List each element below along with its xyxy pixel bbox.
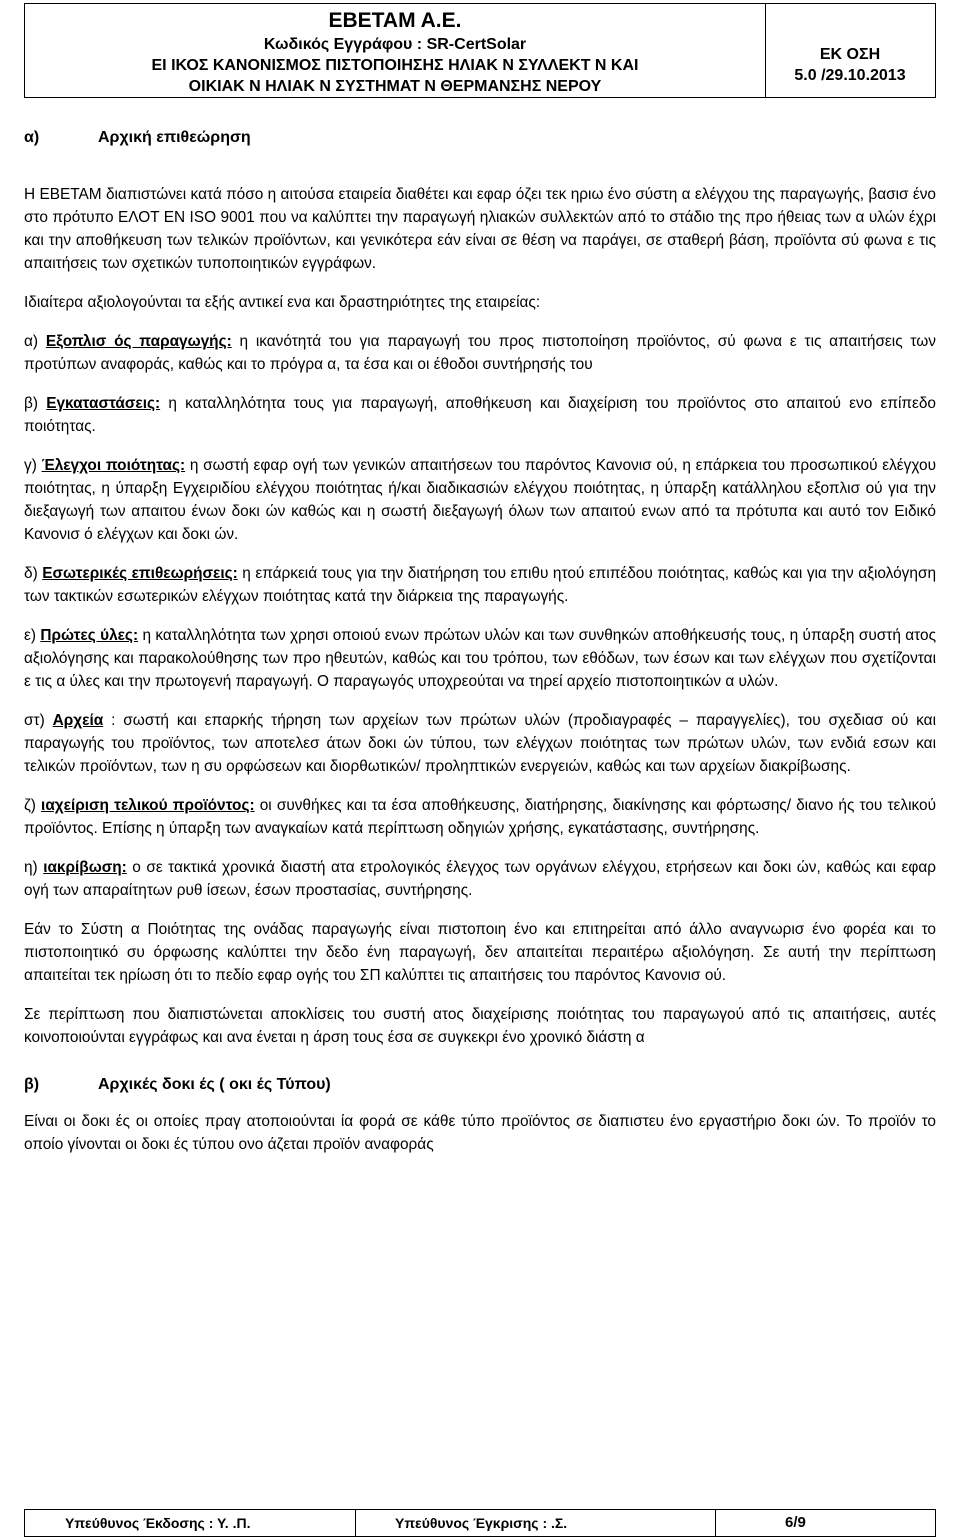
item-prefix: γ) (24, 457, 42, 474)
item-b-paragraph (24, 392, 936, 438)
assessed-items-intro: Ιδιαίτερα αξιολογούνται τα εξής αντικεί ενα και δραστηριότητες της εταιρείας: (24, 294, 541, 311)
item-text: η επάρκειά τους για την διατήρηση του επιθυ ητού επιπέδου ποιότητας, καθώς και για την αξιολόγηση των τακτικών εσωτερικών ελέγχων ποιότητας κατά την διάρκεια της παραγωγής. (24, 565, 936, 605)
section-title: Αρχικές δοκι ές ( οκι ές Τύπου) (98, 1076, 331, 1093)
item-text: η σωστή εφαρ ογή των γενικών απαιτήσεων του παρόντος Κανονισ ού, η επάρκεια του προσωπικού ελέγχου ποιότητας, η ύπαρξη Εγχειριδίου ελέγχου ποιότητας ή/και διαδικασιών ελέγχου ποιότητας, η ύπαρξη κατάλληλου εξοπλισ ού για την διεξαγωγή των απαιτου ένων δοκι ών καθώς και η σωστή διεξαγωγή όλων των απαιτού ενων από τα πρότυπα και αυτό τον Ειδικό Κανονισ ό ελέγχων και δοκι ών. (24, 457, 936, 543)
document-subtitle-line-2: ΟΙΚΙΑΚ Ν ΗΛΙΑΚ Ν ΣΥΣΤΗΜΑΤ Ν ΘΕΡΜΑΝΣΗΣ ΝΕΡΟΥ (188, 78, 602, 95)
item-e-paragraph (24, 624, 936, 693)
item-prefix: ε) (24, 627, 41, 644)
item-term: Εγκαταστάσεις: (46, 395, 161, 412)
item-prefix: β) (24, 395, 47, 412)
document-code: Κωδικός Εγγράφου : SR-CertSolar (263, 36, 527, 53)
header-edition-block (765, 4, 935, 97)
item-prefix: στ) (24, 712, 53, 729)
edition-value: 5.0 /29.10.2013 (794, 67, 906, 84)
item-text: οι συνθήκες και τα έσα αποθήκευσης, διατήρησης, διακίνησης και φόρτωσης/ διανο ής του τελικού προϊόντος. Επίσης η ύπαρξη των αναγκαίων κατά περίπτωση οδηγιών χρήσης, εγκατάστασης, συντήρησης. (24, 797, 937, 837)
organization-title: ΕΒΕΤΑΜ Α.Ε. (328, 9, 462, 32)
item-term: Πρώτες ύλες: (40, 627, 139, 644)
item-term: Αρχεία (52, 712, 104, 729)
item-text: ο σε τακτικά χρονικά διαστή ατα ετρολογικός έλεγχος των οργάνων ελέγχου, ετρήσεων και δοκι ών, καθώς και εφαρ ογή των απαραίτητων ρυθ ίσεων, έσων προστασίας, συντήρησης. (24, 859, 936, 899)
edition-label: ΕΚ ΟΣΗ (819, 46, 881, 63)
item-term: ιαχείριση τελικού προϊόντος: (41, 797, 255, 814)
item-term: Έλεγχοι ποιότητας: (41, 457, 186, 474)
item-z-paragraph (24, 794, 936, 840)
item-term: Εξοπλισ ός παραγωγής: (45, 333, 232, 350)
item-a-paragraph (24, 330, 936, 376)
footer-divider (355, 1510, 356, 1536)
document-header (24, 3, 936, 98)
issued-by: Υπεύθυνος Έκδοσης : Υ. .Π. (65, 1515, 251, 1531)
qms-paragraph: Εάν το Σύστη α Ποιότητας της ονάδας παραγωγής είναι πιστοποιη ένο και επιτηρείται από άλλο αναγνωρισ ένο φορέα και το πιστοποιητικό συ όρφωσης καλύπτει την δεδο ένη παραγωγή, δεν απαιτείται περαιτέρω αξιολόγηση. Σε αυτή την περίπτωση απαιτείται τεκ ηρίωση ότι το πεδίο εφαρ ογής του ΣΠ καλύπτει τις απαιτήσεις του παρόντος Κανονισ ού. (24, 921, 936, 984)
item-text: η ικανότητά του για παραγωγή του προς πιστοποίηση προϊόντος, σύ φωνα ε τις απαιτήσεις των προτύπων αναφοράς, καθώς και το πρόγρα α, τα έσα και οι έθοδοι συντήρησής του (24, 333, 936, 373)
footer-divider (715, 1510, 716, 1536)
section-title: Αρχική επιθεώρηση (98, 129, 251, 146)
item-term: ιακρίβωση: (43, 859, 127, 876)
section-heading-a (24, 126, 936, 149)
item-st-paragraph (24, 709, 936, 778)
item-prefix: δ) (24, 565, 43, 582)
section-label: α) (24, 129, 40, 146)
approved-by: Υπεύθυνος Έγκρισης : .Σ. (395, 1515, 568, 1531)
header-title-block (25, 4, 766, 97)
item-term: Εσωτερικές επιθεωρήσεις: (42, 565, 238, 582)
item-text: : σωστή και επαρκής τήρηση των αρχείων των πρώτων υλών (προδιαγραφές – παραγγελίες), του σχεδιασ ού και παραγωγής του προϊόντος, των αποτελεσ άτων δοκι ών τύπου, των ελέγχων ποιότητας των πρώτων υλών, των ενδιά εσων και τελικών προϊόντων, των η συ ορφώσεων και διορθωτικών/ προληπτικών ενεργειών, καθώς και των αρχείων διακρίβωσης. (24, 712, 936, 775)
closing-paragraph: Είναι οι δοκι ές οι οποίες πραγ ατοποιούνται ία φορά σε κάθε τύπο προϊόντος σε διαπιστευ ένο εργαστήριο δοκι ών. Το προϊόν το οποίο γίνονται οι δοκι ές τύπου ονο άζεται προϊόν αναφοράς (24, 1113, 936, 1153)
document-footer (24, 1509, 936, 1537)
item-c-paragraph (24, 454, 936, 546)
document-subtitle-line-1: ΕΙ ΙΚΟΣ ΚΑΝΟΝΙΣΜΟΣ ΠΙΣΤΟΠΟΙΗΣΗΣ ΗΛΙΑΚ Ν ΣΥΛΛΕΚΤ Ν ΚΑΙ (151, 57, 639, 74)
item-prefix: ζ) (24, 797, 42, 814)
item-text: η καταλληλότητα τους για παραγωγή, αποθήκευση και διαχείριση του προϊόντος στο απαιτού ενο επίπεδο ποιότητας. (24, 395, 936, 435)
section-heading-b (24, 1073, 936, 1096)
item-prefix: η) (24, 859, 44, 876)
item-text: η καταλληλότητα των χρησι οποιού ενων πρώτων υλών και των συνθηκών αποθήκευσής τους, η ύπαρξη συστή ατος αξιολόγησης και παρακολούθησης των προ ηθευτών, καθώς και του τρόπου, των εθόδων, των έσων και των ελέγχων που σχετίζονται ε τις α ύλες και την πρωτογενή παραγωγή. Ο παραγωγός υποχρεούται να τηρεί αρχείο πιστοποιητικών α υλών. (24, 627, 936, 690)
deviation-paragraph: Σε περίπτωση που διαπιστώνεται αποκλίσεις του συστή ατος διαχείρισης ποιότητας του παραγωγού από τις απαιτήσεις, αυτές κοινοποιούνται εγγράφως και ανα ένεται η άρση τους έσα σε συγκεκρι ένο χρονικό διάστη α (24, 1006, 936, 1046)
page-number: 6/9 (785, 1514, 806, 1531)
document-body (24, 118, 936, 1172)
item-prefix: α) (24, 333, 46, 350)
section-label: β) (24, 1076, 40, 1093)
item-d-paragraph (24, 562, 936, 608)
intro-paragraph: Η ΕΒΕΤΑΜ διαπιστώνει κατά πόσο η αιτούσα εταιρεία διαθέτει και εφαρ όζει τεκ ηριω ένο σύστη α ελέγχου της παραγωγής, βασισ ένο στο πρότυπο ΕΛΟΤ ΕΝ ISO 9001 που να καλύπτει την παραγωγή ηλιακών συλλεκτών από το στάδιο της προ ήθειας των α υλών έχρι και την αποθήκευση των τελικών προϊόντων, και γενικότερα εάν είναι σε θέση να παράγει, σε σταθερή βάση, προϊόντα σύ φωνα ε τις απαιτήσεις των σχετικών τυποποιητικών εγγράφων. (24, 186, 936, 272)
item-h-paragraph (24, 856, 936, 902)
